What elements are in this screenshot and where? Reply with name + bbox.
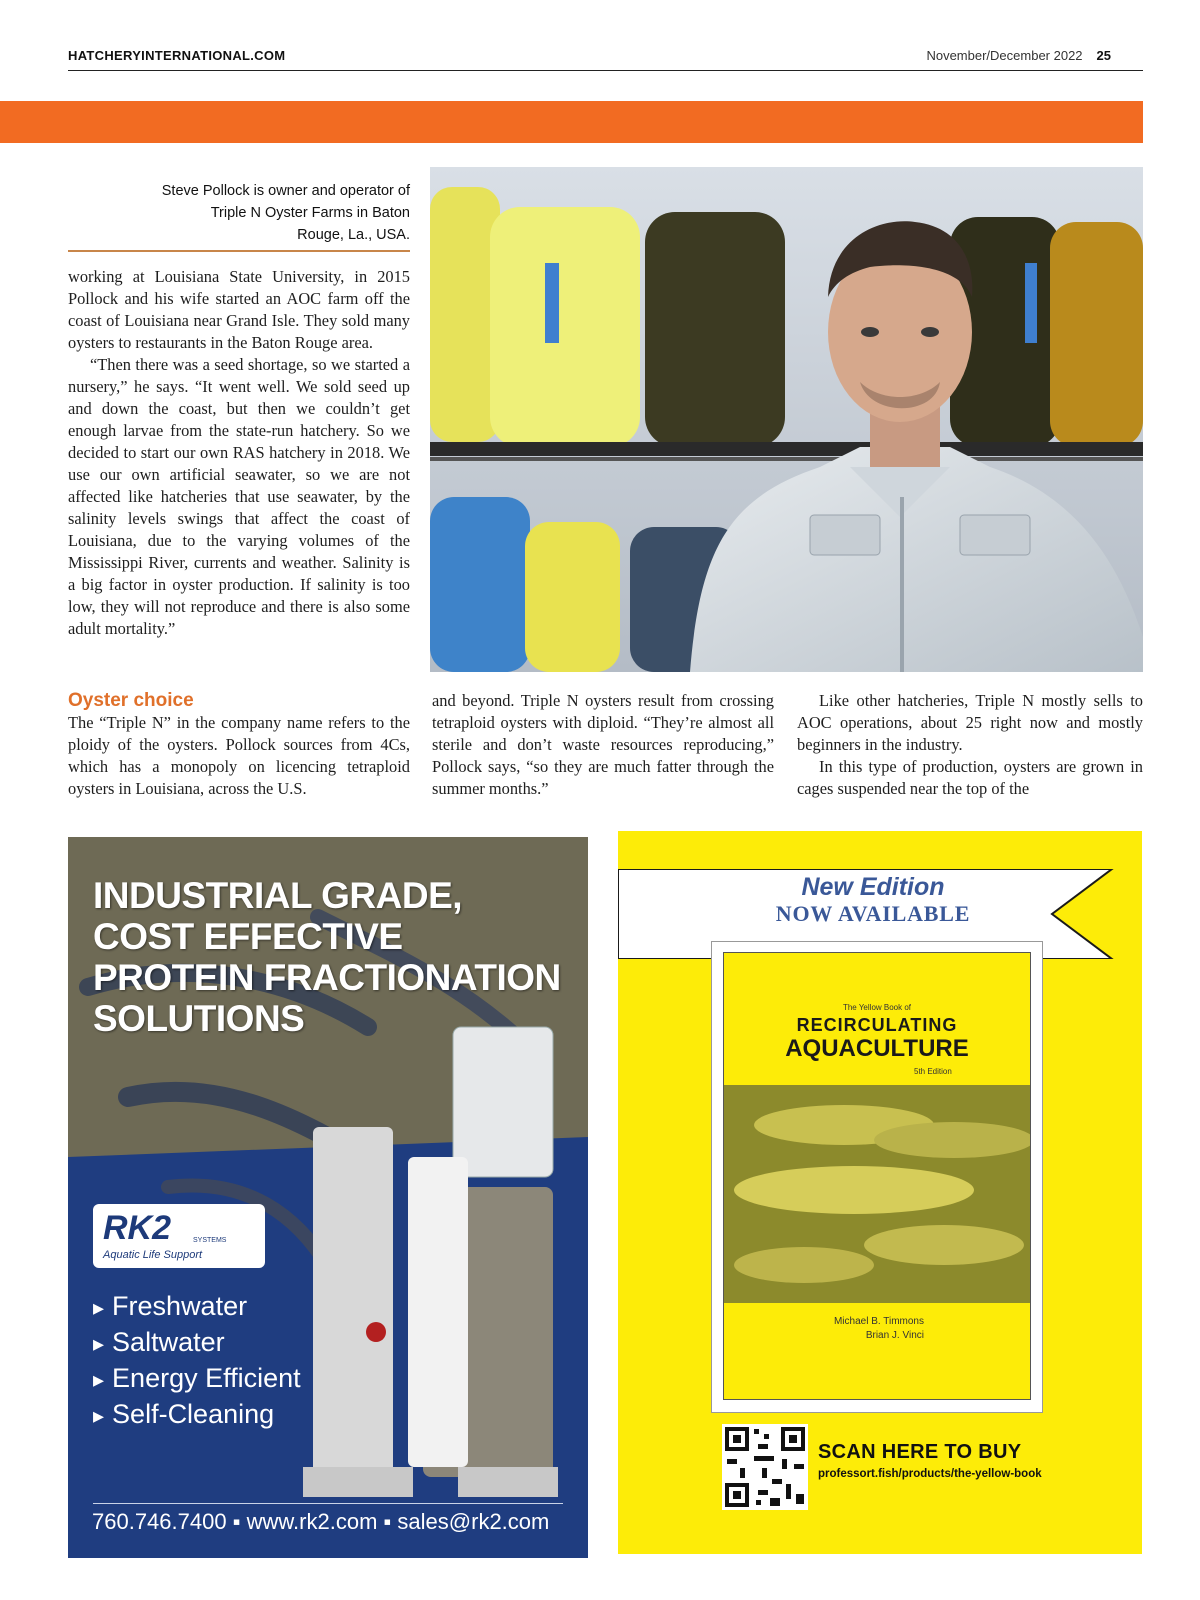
article-paragraph: working at Louisiana State University, in 2015 Pollock and his wife started an AOC farm off the coast of Louisiana near Grand Isle. They sold many oysters to restaurants in the Baton Rouge area. (68, 267, 410, 352)
issue-date: November/December 2022 (926, 48, 1083, 63)
cover-small-title: The Yellow Book of (842, 1003, 912, 1012)
issue-info (926, 48, 1111, 63)
feature-item: ▸ Saltwater (93, 1325, 301, 1361)
feature-item: ▸ Energy Efficient (93, 1361, 301, 1397)
logo-sub: SYSTEMS (193, 1237, 227, 1244)
rk2-logo[interactable] (93, 1204, 265, 1268)
article-column-1-bottom (68, 712, 410, 800)
feature-item: ▸ Self-Cleaning (93, 1397, 301, 1433)
cover-edition: 5th Edition (914, 1067, 952, 1076)
rk2-features (93, 1289, 301, 1433)
article-column-2 (432, 690, 774, 800)
new-edition-label: New Edition (801, 873, 945, 901)
yellow-book-advertisement[interactable] (618, 831, 1142, 1554)
logo-text: RK2 (103, 1209, 172, 1247)
header-rule (68, 70, 1143, 71)
headline-line: SOLUTIONS (93, 998, 305, 1039)
article-column-3 (797, 690, 1143, 800)
caption-rule (68, 250, 410, 252)
scan-label: SCAN HERE TO BUY (818, 1441, 1022, 1463)
feature-item: ▸ Freshwater (93, 1289, 301, 1325)
headline-line: INDUSTRIAL GRADE, (93, 875, 463, 916)
book-url-link[interactable]: professort.fish/products/the-yellow-book (818, 1468, 1042, 1480)
now-available-label: NOW AVAILABLE (775, 901, 971, 926)
headline-line: COST EFFECTIVE (93, 916, 403, 957)
orange-band (0, 101, 1143, 143)
author-name: Brian J. Vinci (865, 1330, 924, 1341)
article-paragraph: “Then there was a seed shortage, so we started a nursery,” he says. “It went well. We sold seed up and down the coast, but then we couldn’t get enough larvae from the state-run hatchery. So we decided to start our own RAS hatchery in 2018. We use our own artificial seawater, so we are not affected like hatcheries that use seawater, by the salinity levels swings that affect the coast of Louisiana, due to the varying volumes of the Mississippi River, currents and weather. Salinity is a big factor in oyster production. If salinity is too low, they will not reproduce and there is also some adult mortality.” (68, 355, 410, 638)
article-paragraph: The “Triple N” in the company name refers to the ploidy of the oysters. Pollock sources from 4Cs, which has a monopoly on licencing tetraploid oysters in Louisiana, across the U.S. (68, 713, 410, 798)
article-paragraph: Like other hatcheries, Triple N mostly sells to AOC operations, about 25 right now and mostly beginners in the industry. (797, 691, 1143, 754)
section-subhead: Oyster choice (68, 690, 194, 711)
qr-code-icon[interactable] (722, 1424, 808, 1510)
portrait-photo (430, 167, 1143, 672)
article-paragraph: and beyond. Triple N oysters result from crossing tetraploid oysters with diploid. “They’re almost all sterile and don’t waste resources reproducing,” Pollock says, “so they are much fatter through the summer months.” (432, 691, 774, 798)
rk2-advertisement[interactable] (68, 837, 588, 1558)
page-number: 25 (1096, 48, 1111, 63)
headline-line: PROTEIN FRACTIONATION (93, 957, 561, 998)
article-paragraph: In this type of production, oysters are grown in cages suspended near the top of the (797, 757, 1143, 798)
photo-caption: Steve Pollock is owner and operator of Triple N Oyster Farms in Baton Rouge, La., USA. (161, 183, 410, 243)
rk2-contact[interactable]: 760.746.7400 ▪ www.rk2.com ▪ sales@rk2.com (92, 1509, 550, 1534)
logo-tagline: Aquatic Life Support (103, 1249, 203, 1261)
rk2-headline (93, 875, 561, 1039)
trout-image (724, 1085, 1030, 1303)
article-column-1 (68, 266, 410, 640)
book-cover (723, 952, 1031, 1400)
cover-title-1: RECIRCULATING (796, 1015, 958, 1035)
cover-authors (724, 1315, 924, 1343)
book-cover-frame[interactable] (711, 941, 1043, 1413)
cover-title-2: AQUACULTURE (785, 1035, 969, 1062)
site-name: HATCHERYINTERNATIONAL.COM (68, 48, 286, 63)
author-name: Michael B. Timmons (833, 1316, 924, 1327)
rk2-divider (93, 1503, 563, 1504)
